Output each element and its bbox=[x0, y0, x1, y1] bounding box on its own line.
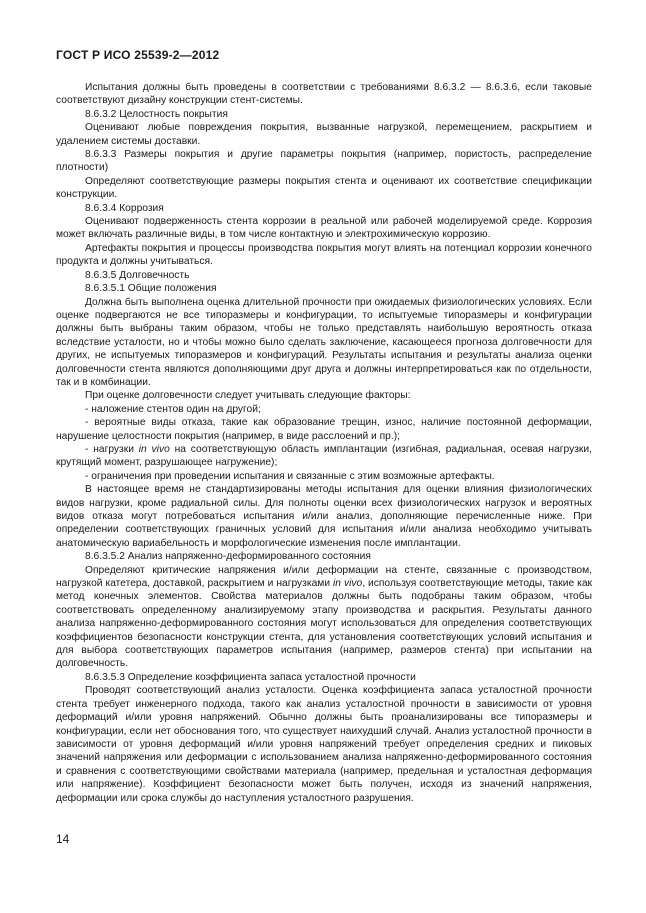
page-number: 14 bbox=[56, 832, 70, 846]
document-header: ГОСТ Р ИСО 25539-2—2012 bbox=[56, 48, 220, 62]
document-body bbox=[56, 81, 592, 805]
paragraph bbox=[56, 564, 592, 671]
paragraph: Оценивают подверженность стента коррозии в реальной или рабочей моделируемой среде. Коррозия может включать различные виды, в том числе контактную и электрохимическую коррозию. bbox=[56, 216, 592, 241]
section-heading: 8.6.3.5.3 Определение коэффициента запаса усталостной прочности bbox=[85, 671, 416, 683]
section-heading: 8.6.3.5 Долговечность bbox=[85, 269, 190, 281]
paragraph: Артефакты покрытия и процессы производства покрытия могут влиять на потенциал коррозии конечного продукта и должны учитываться. bbox=[56, 242, 592, 268]
paragraph: Определяют соответствующие размеры покрытия стента и оценивают их соответствие спецификации конструкции. bbox=[56, 175, 592, 201]
paragraph: Проводят соответствующий анализ усталости. Оценка коэффициента запаса усталостной прочности стента требует инженерного подхода, такого как анализ усталостной прочности в зависимости от уровня деформаций и/или уровня напряжений. Обычно должны быть проанализированы все типоразмеры и конфигурации, если нет обоснования того, что существует наихудший случай. Анализ усталостной прочности в зависимости от уровня деформаций и/или уровня напряжений требует определения средних и пиковых значений напряжения или деформации с использованием анализа напряженно-деформированного состояния и сравнения с соответствующими свойствами материала (например, предельная и усталостная деформация или напряжение). Коэффициент безопасности может быть получен, исходя из значений напряжения, деформации или срока службы до наступления усталостного разрушения. bbox=[56, 685, 592, 804]
paragraph: В настоящее время не стандартизированы методы испытания для оценки влияния физиологических видов нагрузки, кроме радиальной силы. Для полноты оценки всех физиологических нагрузок и вероятных видов отказа могут потребоваться испытания и/или анализ, дополняющие перечисленные ниже. При определении соответствующих граничных условий для испытания и/или анализа необходимо учитывать анатомическую вариабельность и морфологические изменения после имплантации. bbox=[56, 484, 592, 549]
paragraph: При оценке долговечности следует учитывать следующие факторы: bbox=[85, 390, 411, 402]
text-run: - нагрузки bbox=[85, 443, 139, 455]
text-run: Определяют критические напряжения и/или деформации на стенте, связанные с производством, нагрузкой катетера, доставкой, раскрытием и нагрузками bbox=[56, 564, 592, 590]
paragraph: Оценивают любые повреждения покрытия, вызванные нагрузкой, перемещением, раскрытием и удалением системы доставки. bbox=[56, 122, 592, 147]
paragraph: Должна быть выполнена оценка длительной прочности при ожидаемых физиологических условиях. Если оценке подвергаются не все типоразмеры и конфигурации, то испытуемые типоразмеры и конфигурации должны быть выбраны таким образом, чтобы не только представлять наибольшую вероятность отказа вследствие усталости, но и чтобы можно было сделать заключение, касающееся прогноза долговечности для других, не испытуемых типоразмеров и конфигураций. Результаты испытания и результаты анализа оценки долговечности стента являются дополняющими друг друга и должны интерпретироваться как по отдельности, так и в комбинации. bbox=[56, 296, 592, 388]
italic-term: in vivo bbox=[138, 443, 170, 455]
list-item: - наложение стентов один на другой; bbox=[85, 403, 261, 415]
paragraph: Испытания должны быть проведены в соответствии с требованиями 8.6.3.2 — 8.6.3.6, если таковые соответствуют дизайну конструкции стент-системы. bbox=[56, 82, 592, 107]
section-heading: 8.6.3.3 Размеры покрытия и другие параметры покрытия (например, пористость, распределение плотности) bbox=[56, 149, 592, 174]
text-run: , используя соответствующие методы, такие как метод конечных элементов. Свойства материалов должны быть подобраны таким образом, чтобы соответствовать определенному анализируемому этапу производства и раскрытия. Результаты данного анализа напряженно-деформированного состояния могут использоваться для определения соответствующих коэффициентов безопасности конструкции стента, для установления соответствующих условий испытания и для выбора соответствующих параметров испытания (например, размеров стента) при испытании на долговечность. bbox=[56, 578, 592, 670]
section-heading: 8.6.3.2 Целостность покрытия bbox=[85, 108, 228, 120]
section-heading: 8.6.3.5.2 Анализ напряженно-деформированного состояния bbox=[85, 551, 371, 563]
section-heading: 8.6.3.5.1 Общие положения bbox=[85, 283, 217, 295]
list-item: - вероятные виды отказа, такие как образование трещин, износ, наличие постоянной деформации, нарушение целостности покрытия (например, в виде расслоений и пр.); bbox=[56, 417, 592, 442]
text-run: на соответствующую область имплантации (изгибная, радиальная, осевая нагрузки, крутящий момент, разрушающее нагружение); bbox=[56, 443, 592, 469]
italic-term: in vivo bbox=[333, 578, 363, 590]
section-heading: 8.6.3.4 Коррозия bbox=[85, 202, 164, 214]
list-item bbox=[56, 443, 592, 470]
list-item: - ограничения при проведении испытания и связанные с этим возможные артефакты. bbox=[85, 470, 495, 482]
